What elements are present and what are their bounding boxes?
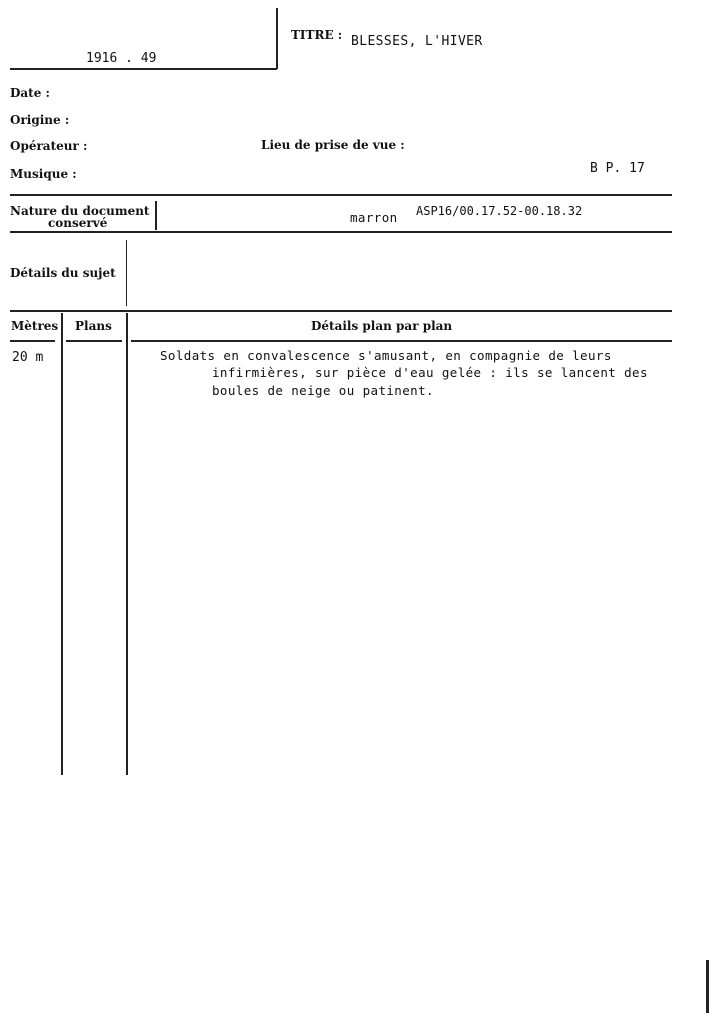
description-line-1: Soldats en convalescence s'amusant, en compagnie de leurs <box>160 348 612 363</box>
archive-code: B P. 17 <box>590 161 645 176</box>
column-header-plans: Plans <box>75 319 112 333</box>
header-rule-plans <box>66 340 122 342</box>
column-divider-2 <box>126 313 128 775</box>
header-underline <box>10 68 277 70</box>
nature-top-rule <box>10 194 672 196</box>
column-header-metres: Mètres <box>11 319 59 333</box>
date-label: Date : <box>10 86 50 100</box>
nature-label-line1: Nature du document <box>10 204 150 218</box>
nature-divider <box>155 201 157 230</box>
column-divider-1 <box>61 313 63 775</box>
column-header-details: Détails plan par plan <box>311 319 453 333</box>
nature-color: marron <box>350 210 398 225</box>
operateur-label: Opérateur : <box>10 139 88 153</box>
nature-label-line2: conservé <box>48 216 108 230</box>
header-rule-metres <box>10 340 55 342</box>
description-line-3: boules de neige ou patinent. <box>212 383 434 398</box>
header-vertical-divider <box>276 8 278 69</box>
table-top-rule <box>10 310 672 312</box>
nature-bottom-rule <box>10 231 672 233</box>
musique-label: Musique : <box>10 167 77 181</box>
title-label: TITRE : <box>291 28 343 42</box>
origine-label: Origine : <box>10 113 70 127</box>
details-sujet-label: Détails du sujet <box>10 266 116 280</box>
lieu-label: Lieu de prise de vue : <box>261 138 405 152</box>
description-line-2: infirmières, sur pièce d'eau gelée : ils se lancent des <box>212 365 648 380</box>
nature-reference: ASP16/00.17.52-00.18.32 <box>416 204 583 218</box>
reference-number: 1916 . 49 <box>86 51 157 66</box>
page-right-edge <box>706 960 709 1013</box>
header-rule-details <box>131 340 672 342</box>
details-sujet-bracket <box>126 240 127 306</box>
metres-value: 20 m <box>12 350 44 365</box>
title-value: BLESSES, L'HIVER <box>351 34 483 49</box>
